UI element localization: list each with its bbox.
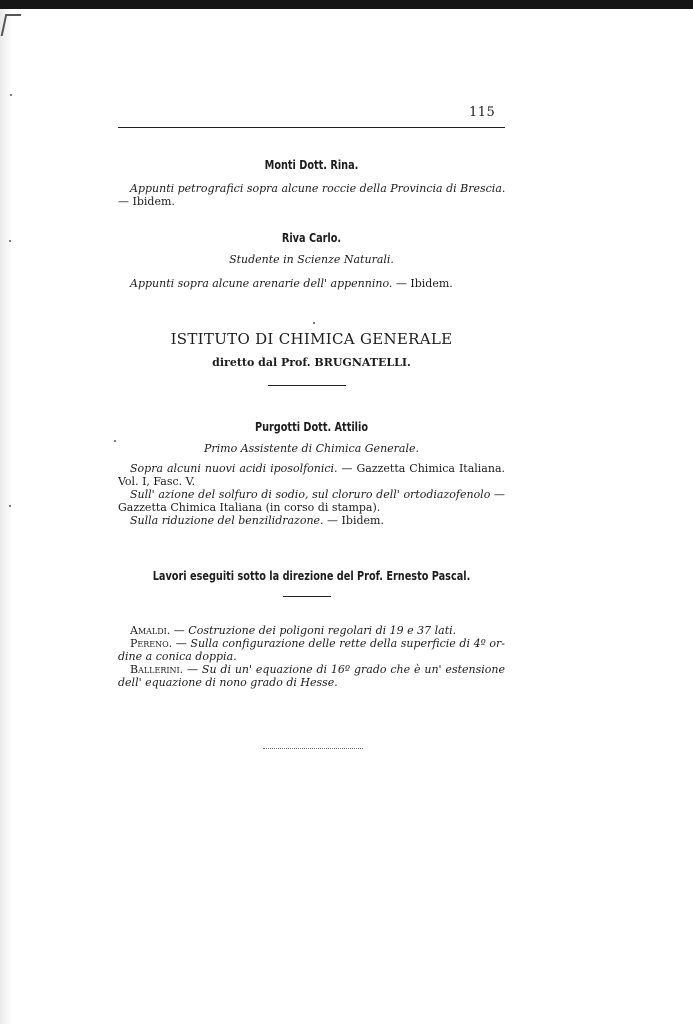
institute-title-block xyxy=(118,330,505,348)
scan-corner-mark xyxy=(1,14,22,36)
work-line xyxy=(118,462,505,475)
work-source: — Ibidem. xyxy=(392,277,453,290)
scan-speck xyxy=(9,505,11,507)
scan-left-edge xyxy=(0,9,12,1024)
entry-riva xyxy=(118,231,505,245)
scan-top-border xyxy=(0,0,693,9)
author-name: Purgotti Dott. Attilio xyxy=(254,420,369,434)
author-role: Primo Assistente di Chimica Generale. xyxy=(203,442,420,455)
work-line-cont: Gazzetta Chimica Italiana (in corso di stampa). xyxy=(118,501,381,514)
header-rule xyxy=(118,127,505,128)
work-line-cont: Vol. I, Fasc. V. xyxy=(118,475,196,488)
author-name: Monti Dott. Rina. xyxy=(264,158,359,172)
entry-purgotti xyxy=(118,420,505,434)
institute-title: ISTITUTO DI CHIMICA GENERALE xyxy=(170,330,453,348)
work-title: Sull' azione del solfuro di sodio, sul cloruro dell' ortodiazofenolo xyxy=(130,488,491,501)
author-role: Studente in Scienze Naturali. xyxy=(229,253,394,266)
author-name: Riva Carlo. xyxy=(281,231,342,245)
work-title: — Sulla configurazione delle rette della superficie di 4º or- xyxy=(172,637,505,650)
work-line-cont: dine a conica doppia. xyxy=(118,650,237,663)
work-line-cont: dell' equazione di nono grado di Hesse. xyxy=(118,676,338,689)
section-rule xyxy=(283,596,331,597)
work-line xyxy=(118,488,505,501)
work-source: — xyxy=(490,488,505,501)
work-line xyxy=(118,514,505,527)
work-title: Appunti sopra alcune arenarie dell' appennino. xyxy=(130,277,393,290)
work-line xyxy=(118,277,505,290)
end-ornament-rule xyxy=(263,748,363,749)
work-line xyxy=(118,663,505,676)
work-line xyxy=(118,637,505,650)
entry-monti-text xyxy=(118,182,505,208)
work-title: Sulla riduzione del benzilidrazone. xyxy=(130,514,324,527)
scan-speck xyxy=(10,94,12,96)
section-rule xyxy=(268,385,346,386)
entry-purgotti-role xyxy=(118,442,505,455)
work-line xyxy=(118,624,505,637)
page-number: 115 xyxy=(469,105,496,120)
entry-monti xyxy=(118,158,505,172)
work-author: Amaldi. xyxy=(130,624,171,637)
section-heading: Lavori eseguiti sotto la direzione del Prof. Ernesto Pascal. xyxy=(152,569,471,583)
scan-speck xyxy=(9,240,11,242)
entry-purgotti-works xyxy=(118,462,505,527)
pascal-works xyxy=(118,624,505,689)
institute-subtitle-block xyxy=(118,356,505,369)
entry-riva-role xyxy=(118,253,505,266)
work-source: — Ibidem. xyxy=(323,514,384,527)
work-source: — Gazzetta Chimica Italiana. xyxy=(337,462,506,475)
work-title: — Su di un' equazione di 16º grado che è un' estensione xyxy=(183,663,505,676)
pascal-heading-block xyxy=(118,569,505,583)
scan-speck xyxy=(114,440,116,442)
work-source: — Ibidem. xyxy=(118,195,175,208)
work-title: Sopra alcuni nuovi acidi iposolfonici. xyxy=(130,462,338,475)
scan-speck xyxy=(313,322,315,324)
institute-subtitle: diretto dal Prof. BRUGNATELLI. xyxy=(212,356,411,369)
work-author: Ballerini. xyxy=(130,663,184,676)
work-title: Appunti petrografici sopra alcune roccie della Provincia di Brescia. xyxy=(130,182,506,195)
work-author: Pereno. xyxy=(130,637,173,650)
work-title: — Costruzione dei poligoni regolari di 19 e 37 lati. xyxy=(170,624,457,637)
entry-riva-text xyxy=(118,277,505,290)
